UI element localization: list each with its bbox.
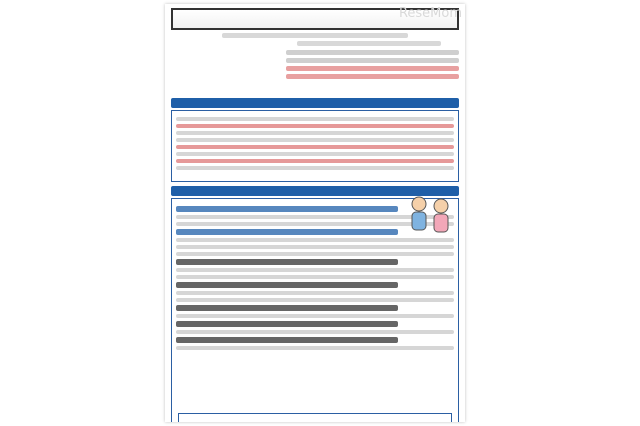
- children-illustration-icon: [405, 192, 457, 242]
- site-watermark: ReseMom: [398, 6, 462, 21]
- intent-section: [171, 110, 459, 182]
- budget-summary: [171, 50, 459, 94]
- document-note: [297, 41, 441, 46]
- document-subtitle: [222, 33, 408, 38]
- intent-section-heading: [171, 98, 459, 108]
- footer-note: [178, 413, 452, 422]
